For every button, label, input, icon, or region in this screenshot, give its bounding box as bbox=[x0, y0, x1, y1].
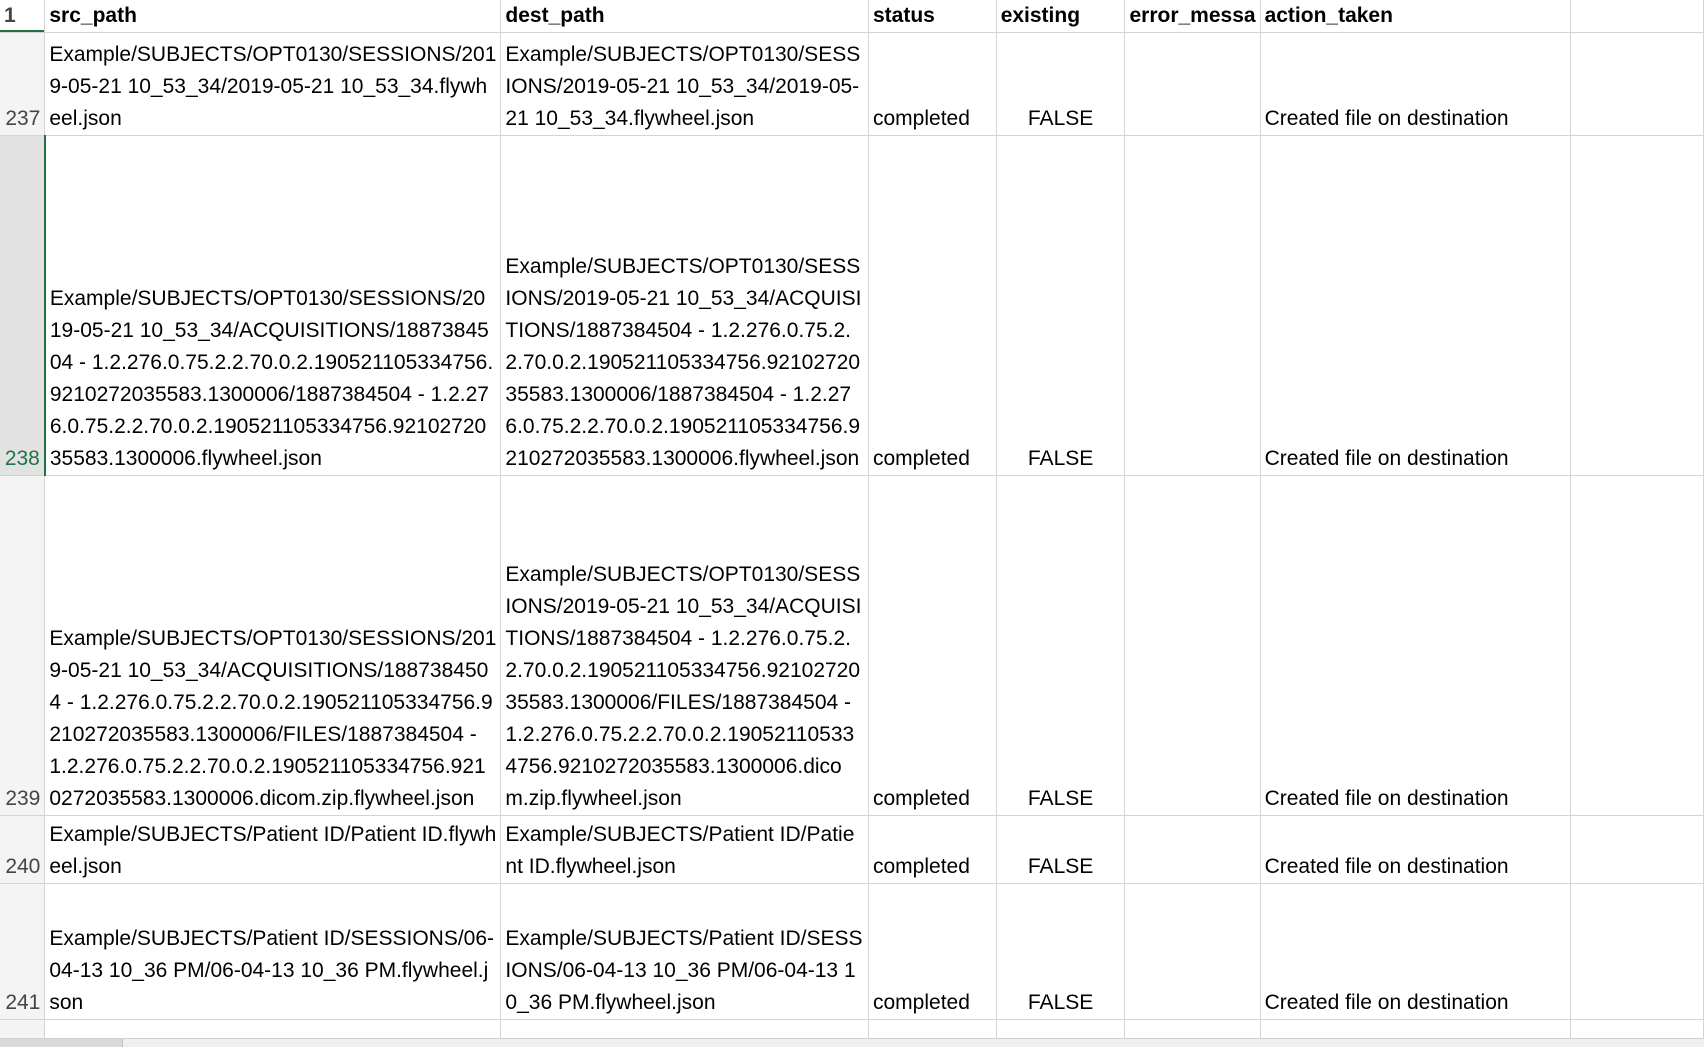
row-number[interactable]: 238 bbox=[0, 136, 45, 476]
column-header-empty[interactable] bbox=[1570, 0, 1703, 33]
cell-action-taken[interactable]: Created file on destination bbox=[1260, 136, 1570, 476]
header-row bbox=[0, 0, 1704, 33]
cell-existing[interactable]: FALSE bbox=[996, 33, 1125, 136]
cell-dest-path[interactable]: Example/SUBJECTS/OPT0130/SESSIONS/2019-05-21 10_53_34/ACQUISITIONS/1887384504 - 1.2.276.0.75.2.2.70.0.2.190521105334756.9210272035583.1300006/FILES/1887384504 - 1.2.276.0.75.2.2.70.0.2.190521105334756.9210272035583.1300006.dicom.zip.flywheel.json bbox=[501, 476, 869, 816]
cell-status[interactable]: completed bbox=[869, 33, 997, 136]
cell-dest-path[interactable]: Example/SUBJECTS/OPT0130/SESSIONS/2019-05-21 10_53_34/2019-05-21 10_53_34.flywheel.json bbox=[501, 33, 869, 136]
table-row bbox=[0, 33, 1704, 136]
column-header-src-path[interactable]: src_path bbox=[45, 0, 501, 33]
cell-status[interactable]: completed bbox=[869, 476, 997, 816]
cell-action-taken[interactable]: Created file on destination bbox=[1260, 884, 1570, 1020]
table-row bbox=[0, 476, 1704, 816]
cell-empty[interactable] bbox=[1570, 136, 1703, 476]
cell-existing[interactable]: FALSE bbox=[996, 136, 1125, 476]
cell-empty[interactable] bbox=[1570, 884, 1703, 1020]
cell-src-path[interactable]: Example/SUBJECTS/Patient ID/Patient ID.flywheel.json bbox=[45, 816, 501, 884]
cell-dest-path[interactable]: Example/SUBJECTS/OPT0130/SESSIONS/2019-05-21 10_53_34/ACQUISITIONS/1887384504 - 1.2.276.0.75.2.2.70.0.2.190521105334756.9210272035583.1300006/1887384504 - 1.2.276.0.75.2.2.70.0.2.190521105334756.9210272035583.1300006.flywheel.json bbox=[501, 136, 869, 476]
column-header-status[interactable]: status bbox=[869, 0, 997, 33]
row-number[interactable]: 237 bbox=[0, 33, 45, 136]
cell-empty[interactable] bbox=[1570, 33, 1703, 136]
cell-empty[interactable] bbox=[1570, 476, 1703, 816]
cell-error-message[interactable] bbox=[1125, 33, 1260, 136]
scrollbar-thumb[interactable] bbox=[0, 1039, 123, 1047]
row-number[interactable]: 240 bbox=[0, 816, 45, 884]
cell-existing[interactable]: FALSE bbox=[996, 476, 1125, 816]
cell-src-path[interactable]: Example/SUBJECTS/OPT0130/SESSIONS/2019-05-21 10_53_34/ACQUISITIONS/1887384504 - 1.2.276.0.75.2.2.70.0.2.190521105334756.9210272035583.1300006/FILES/1887384504 - 1.2.276.0.75.2.2.70.0.2.190521105334756.9210272035583.1300006.dicom.zip.flywheel.json bbox=[45, 476, 501, 816]
horizontal-scrollbar[interactable] bbox=[0, 1038, 1704, 1047]
table-row bbox=[0, 816, 1704, 884]
table-row bbox=[0, 884, 1704, 1020]
cell-action-taken[interactable]: Created file on destination bbox=[1260, 816, 1570, 884]
cell-existing[interactable]: FALSE bbox=[996, 816, 1125, 884]
cell-error-message[interactable] bbox=[1125, 476, 1260, 816]
cell-dest-path[interactable]: Example/SUBJECTS/Patient ID/SESSIONS/06-04-13 10_36 PM/06-04-13 10_36 PM.flywheel.json bbox=[501, 884, 869, 1020]
cell-dest-path[interactable]: Example/SUBJECTS/Patient ID/Patient ID.flywheel.json bbox=[501, 816, 869, 884]
column-header-error-message[interactable]: error_messa bbox=[1125, 0, 1260, 33]
cell-status[interactable]: completed bbox=[869, 884, 997, 1020]
cell-action-taken[interactable]: Created file on destination bbox=[1260, 476, 1570, 816]
row-number-1[interactable]: 1 bbox=[0, 0, 45, 33]
column-header-existing[interactable]: existing bbox=[996, 0, 1125, 33]
column-header-dest-path[interactable]: dest_path bbox=[501, 0, 869, 33]
row-number[interactable]: 239 bbox=[0, 476, 45, 816]
cell-error-message[interactable] bbox=[1125, 884, 1260, 1020]
cell-action-taken[interactable]: Created file on destination bbox=[1260, 33, 1570, 136]
cell-src-path[interactable]: Example/SUBJECTS/OPT0130/SESSIONS/2019-05-21 10_53_34/2019-05-21 10_53_34.flywheel.json bbox=[45, 33, 501, 136]
cell-error-message[interactable] bbox=[1125, 816, 1260, 884]
cell-empty[interactable] bbox=[1570, 816, 1703, 884]
cell-src-path[interactable]: Example/SUBJECTS/Patient ID/SESSIONS/06-04-13 10_36 PM/06-04-13 10_36 PM.flywheel.json bbox=[45, 884, 501, 1020]
cell-error-message[interactable] bbox=[1125, 136, 1260, 476]
cell-status[interactable]: completed bbox=[869, 816, 997, 884]
column-header-action-taken[interactable]: action_taken bbox=[1260, 0, 1570, 33]
row-number[interactable]: 241 bbox=[0, 884, 45, 1020]
table-row bbox=[0, 136, 1704, 476]
cell-existing[interactable]: FALSE bbox=[996, 884, 1125, 1020]
cell-status[interactable]: completed bbox=[869, 136, 997, 476]
cell-src-path[interactable]: Example/SUBJECTS/OPT0130/SESSIONS/2019-05-21 10_53_34/ACQUISITIONS/1887384504 - 1.2.276.0.75.2.2.70.0.2.190521105334756.9210272035583.1300006/1887384504 - 1.2.276.0.75.2.2.70.0.2.190521105334756.9210272035583.1300006.flywheel.json bbox=[45, 136, 501, 476]
